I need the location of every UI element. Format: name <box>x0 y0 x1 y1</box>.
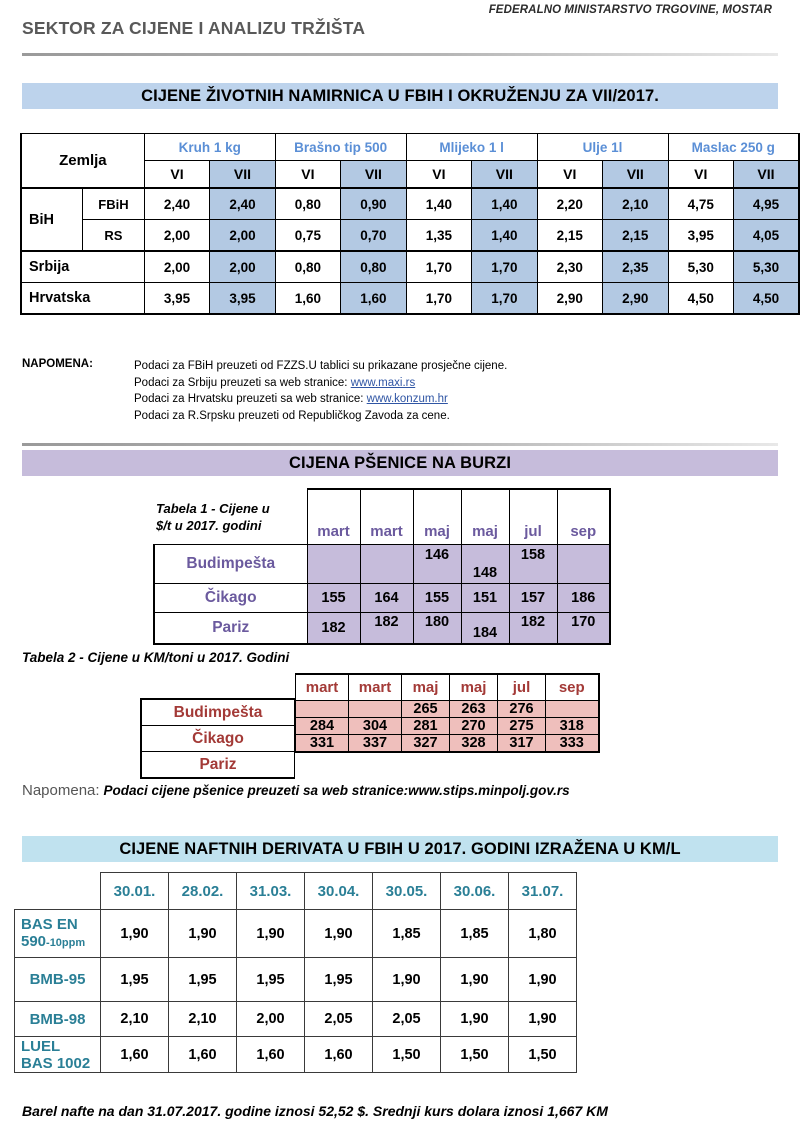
cell-value: 1,70 <box>472 283 537 315</box>
cell-value: 2,40 <box>144 188 209 220</box>
napomena-line-2 <box>134 375 507 392</box>
cell-value: 2,00 <box>210 251 275 283</box>
table-row <box>21 251 799 283</box>
month-header-vii-2: VII <box>341 161 406 189</box>
section-divider <box>22 443 778 446</box>
fuel-date-5: 30.05. <box>373 873 441 910</box>
table-row <box>15 1002 577 1037</box>
wheat2-month-1: mart <box>296 674 349 701</box>
cell-value: 1,40 <box>472 220 537 252</box>
cell-value: 0,90 <box>341 188 406 220</box>
fuel-date-6: 30.06. <box>441 873 509 910</box>
fuel-row-label-line1: BAS EN <box>21 915 78 933</box>
wheat1-caption <box>154 489 307 545</box>
table-row-header <box>296 674 599 701</box>
cell-value: 1,85 <box>441 910 509 958</box>
cell-value: 151 <box>461 584 509 613</box>
table-row <box>296 701 599 718</box>
fuel-row-label-line2: BAS 1002 <box>21 1054 91 1072</box>
cell-value: 333 <box>546 735 599 753</box>
cell-value: 337 <box>349 735 402 753</box>
cell-value: 1,90 <box>101 910 169 958</box>
cell-value: 317 <box>498 735 546 753</box>
cell-value: 2,05 <box>373 1002 441 1037</box>
wheat1-caption-line1: Tabela 1 - Cijene u <box>156 500 270 516</box>
month-header-vi-4: VI <box>537 161 602 189</box>
cell-value: 0,70 <box>341 220 406 252</box>
cell-value: 2,10 <box>603 188 668 220</box>
cell-value: 1,95 <box>101 958 169 1002</box>
fuel-date-4: 30.04. <box>305 873 373 910</box>
fuel-date-3: 31.03. <box>237 873 305 910</box>
cell-value: 1,60 <box>305 1037 373 1073</box>
table-row <box>15 910 577 958</box>
cell-value: 1,90 <box>509 958 577 1002</box>
cell-value: 182 <box>509 613 557 645</box>
cell-value: 146 <box>413 545 461 584</box>
wheat1-month-3: maj <box>413 489 461 545</box>
wheat1-month-1: mart <box>307 489 360 545</box>
napomena-label: NAPOMENA: <box>22 358 93 370</box>
wheat1-city-budimpesta: Budimpešta <box>154 545 307 584</box>
cell-value: 2,00 <box>210 220 275 252</box>
wheat-table-2-city-column <box>140 698 295 779</box>
cell-value: 1,90 <box>441 1002 509 1037</box>
fuel-date-1: 30.01. <box>101 873 169 910</box>
cell-value: 2,40 <box>210 188 275 220</box>
table-row <box>15 1037 577 1073</box>
cell-value: 4,50 <box>668 283 733 315</box>
groceries-row-header-label: Zemlja <box>21 134 144 189</box>
groceries-section-banner: CIJENE ŽIVOTNIH NAMIRNICA U FBIH I OKRUŽENJU ZA VII/2017. <box>22 83 778 109</box>
cell-value: 1,90 <box>373 958 441 1002</box>
cell-value: 182 <box>307 613 360 645</box>
table-row-header <box>15 873 577 910</box>
wheat2-month-2: mart <box>349 674 402 701</box>
month-header-vii-4: VII <box>603 161 668 189</box>
napomena-line-4: Podaci za R.Srpsku preuzeti od Republičkog Zavoda za cene. <box>134 409 450 422</box>
cell-value: 265 <box>402 701 450 718</box>
table-row-product-headers <box>21 134 799 161</box>
cell-value: 0,80 <box>275 188 340 220</box>
product-header-mlijeko: Mlijeko 1 l <box>406 134 537 161</box>
fuel-row-label-luel-bas-1002 <box>15 1037 101 1073</box>
cell-value: 2,00 <box>144 251 209 283</box>
fuel-section-banner: CIJENE NAFTNIH DERIVATA U FBIH U 2017. GODINI IZRAŽENA U KM/L <box>22 836 778 862</box>
cell-value: 1,95 <box>305 958 373 1002</box>
wheat2-city-budimpesta: Budimpešta <box>141 699 295 726</box>
table-row <box>141 699 295 726</box>
fuel-row-label-bmb-98: BMB-98 <box>15 1002 101 1037</box>
cell-value: 1,60 <box>341 283 406 315</box>
cell-value: 1,95 <box>169 958 237 1002</box>
cell-value: 2,10 <box>169 1002 237 1037</box>
cell-value <box>349 701 402 718</box>
fuel-date-2: 28.02. <box>169 873 237 910</box>
table-row <box>141 752 295 779</box>
cell-value: 270 <box>450 718 498 735</box>
month-header-vii-5: VII <box>733 161 799 189</box>
cell-value: 2,10 <box>101 1002 169 1037</box>
header-divider <box>22 53 778 56</box>
fuel-table <box>14 872 577 1073</box>
cell-value: 1,80 <box>509 910 577 958</box>
page-title: SEKTOR ZA CIJENE I ANALIZU TRŽIŠTA <box>22 18 366 38</box>
cell-value: 186 <box>557 584 610 613</box>
cell-value: 5,30 <box>733 251 799 283</box>
cell-value: 155 <box>307 584 360 613</box>
cell-value: 1,90 <box>237 910 305 958</box>
cell-value: 170 <box>557 613 610 645</box>
groceries-table <box>20 133 800 315</box>
country-label-bih: BiH <box>21 188 83 251</box>
napomena2-label: Napomena: <box>22 782 100 799</box>
cell-value: 1,60 <box>169 1037 237 1073</box>
cell-value: 158 <box>509 545 557 584</box>
cell-value: 2,00 <box>144 220 209 252</box>
cell-value: 4,75 <box>668 188 733 220</box>
wheat2-city-cikago: Čikago <box>141 726 295 752</box>
cell-value: 182 <box>360 613 413 645</box>
month-header-vi-3: VI <box>406 161 471 189</box>
cell-value: 180 <box>413 613 461 645</box>
cell-value: 155 <box>413 584 461 613</box>
cell-value: 1,35 <box>406 220 471 252</box>
subregion-label-fbih: FBiH <box>83 188 145 220</box>
cell-value: 0,80 <box>341 251 406 283</box>
cell-value: 263 <box>450 701 498 718</box>
table-row <box>154 613 610 645</box>
wheat2-month-5: jul <box>498 674 546 701</box>
cell-value: 281 <box>402 718 450 735</box>
cell-value: 1,70 <box>472 251 537 283</box>
table-row <box>21 283 799 315</box>
cell-value: 318 <box>546 718 599 735</box>
table-row-header <box>154 489 610 545</box>
fuel-row-label-line1: LUEL <box>21 1037 61 1055</box>
wheat1-city-pariz: Pariz <box>154 613 307 645</box>
fuel-corner-cell <box>15 873 101 910</box>
wheat1-caption-line2: $/t u 2017. godini <box>156 517 262 533</box>
link-maxi-rs[interactable]: www.maxi.rs <box>350 376 416 389</box>
table-row <box>21 188 799 220</box>
cell-value: 184 <box>461 613 509 645</box>
cell-value: 2,30 <box>537 251 602 283</box>
table-row <box>21 220 799 252</box>
product-header-maslac: Maslac 250 g <box>668 134 799 161</box>
cell-value: 1,60 <box>101 1037 169 1073</box>
cell-value: 0,80 <box>275 251 340 283</box>
cell-value <box>546 701 599 718</box>
ministry-title: FEDERALNO MINISTARSTVO TRGOVINE, MOSTAR <box>488 4 772 16</box>
cell-value: 3,95 <box>668 220 733 252</box>
cell-value: 276 <box>498 701 546 718</box>
fuel-row-label-bas-en-590 <box>15 910 101 958</box>
cell-value: 1,90 <box>305 910 373 958</box>
cell-value: 0,75 <box>275 220 340 252</box>
cell-value <box>360 545 413 584</box>
subregion-label-rs: RS <box>83 220 145 252</box>
cell-value: 1,40 <box>406 188 471 220</box>
cell-value: 1,50 <box>373 1037 441 1073</box>
cell-value: 4,50 <box>733 283 799 315</box>
month-header-vii-1: VII <box>210 161 275 189</box>
cell-value: 304 <box>349 718 402 735</box>
wheat-table-1 <box>153 488 611 645</box>
wheat1-month-4: maj <box>461 489 509 545</box>
cell-value: 2,05 <box>305 1002 373 1037</box>
table-row <box>15 958 577 1002</box>
cell-value: 331 <box>296 735 349 753</box>
napomena2-block <box>22 782 570 799</box>
cell-value: 5,30 <box>668 251 733 283</box>
country-label-hrvatska: Hrvatska <box>21 283 144 315</box>
cell-value: 1,50 <box>441 1037 509 1073</box>
wheat1-month-6: sep <box>557 489 610 545</box>
cell-value: 157 <box>509 584 557 613</box>
cell-value: 2,15 <box>603 220 668 252</box>
napomena-line-2-text: Podaci za Srbiju preuzeti sa web stranice: <box>134 376 351 389</box>
wheat-table-2 <box>295 673 600 753</box>
table-row <box>154 584 610 613</box>
cell-value: 1,90 <box>509 1002 577 1037</box>
fuel-date-7: 31.07. <box>509 873 577 910</box>
wheat2-city-pariz: Pariz <box>141 752 295 779</box>
wheat2-month-4: maj <box>450 674 498 701</box>
table-row <box>141 726 295 752</box>
cell-value: 1,90 <box>169 910 237 958</box>
table-row <box>154 545 610 584</box>
month-header-vi-2: VI <box>275 161 340 189</box>
link-konzum-hr[interactable]: www.konzum.hr <box>366 393 448 405</box>
cell-value: 328 <box>450 735 498 753</box>
fuel-row-label-number: 590 <box>21 932 47 950</box>
cell-value <box>296 701 349 718</box>
wheat-section-banner: CIJENA PŠENICE NA BURZI <box>22 450 778 476</box>
fuel-row-label-line2 <box>21 933 100 952</box>
napomena-block <box>22 358 507 424</box>
product-header-brasno: Brašno tip 500 <box>275 134 406 161</box>
footer-note: Barel nafte na dan 31.07.2017. godine iznosi 52,52 $. Srednji kurs dolara iznosi 1,667 KM <box>22 1103 608 1119</box>
fuel-row-label-bmb-95: BMB-95 <box>15 958 101 1002</box>
cell-value: 1,95 <box>237 958 305 1002</box>
cell-value: 1,85 <box>373 910 441 958</box>
wheat1-month-5: jul <box>509 489 557 545</box>
cell-value: 2,90 <box>603 283 668 315</box>
cell-value: 1,70 <box>406 251 471 283</box>
cell-value: 3,95 <box>144 283 209 315</box>
wheat1-month-2: mart <box>360 489 413 545</box>
country-label-srbija: Srbija <box>21 251 144 283</box>
cell-value: 2,20 <box>537 188 602 220</box>
fuel-row-label-ppm: -10ppm <box>46 936 86 949</box>
cell-value: 2,15 <box>537 220 602 252</box>
cell-value: 327 <box>402 735 450 753</box>
cell-value: 4,05 <box>733 220 799 252</box>
month-header-vi-5: VI <box>668 161 733 189</box>
cell-value: 1,60 <box>237 1037 305 1073</box>
cell-value: 4,95 <box>733 188 799 220</box>
cell-value: 1,70 <box>406 283 471 315</box>
cell-value: 2,35 <box>603 251 668 283</box>
cell-value: 275 <box>498 718 546 735</box>
cell-value <box>557 545 610 584</box>
cell-value: 1,90 <box>441 958 509 1002</box>
table-row <box>296 718 599 735</box>
cell-value: 1,60 <box>275 283 340 315</box>
wheat2-month-6: sep <box>546 674 599 701</box>
napomena2-text: Podaci cijene pšenice preuzeti sa web stranice:www.stips.minpolj.gov.rs <box>103 783 570 798</box>
cell-value: 164 <box>360 584 413 613</box>
cell-value: 1,40 <box>472 188 537 220</box>
cell-value: 2,00 <box>237 1002 305 1037</box>
wheat2-caption: Tabela 2 - Cijene u KM/toni u 2017. Godini <box>22 650 290 665</box>
month-header-vi-1: VI <box>144 161 209 189</box>
napomena-line-3-text: Podaci za Hrvatsku preuzeti sa web stranice: <box>134 393 367 405</box>
wheat1-city-cikago: Čikago <box>154 584 307 613</box>
wheat2-month-3: maj <box>402 674 450 701</box>
product-header-ulje: Ulje 1l <box>537 134 668 161</box>
cell-value: 148 <box>461 545 509 584</box>
cell-value: 284 <box>296 718 349 735</box>
table-row <box>296 735 599 753</box>
napomena-line-3 <box>134 391 507 408</box>
cell-value: 2,90 <box>537 283 602 315</box>
cell-value: 3,95 <box>210 283 275 315</box>
napomena-line-1: Podaci za FBiH preuzeti od FZZS.U tablici su prikazane prosječne cijene. <box>134 360 508 372</box>
product-header-kruh: Kruh 1 kg <box>144 134 275 161</box>
month-header-vii-3: VII <box>472 161 537 189</box>
cell-value: 1,50 <box>509 1037 577 1073</box>
cell-value <box>307 545 360 584</box>
